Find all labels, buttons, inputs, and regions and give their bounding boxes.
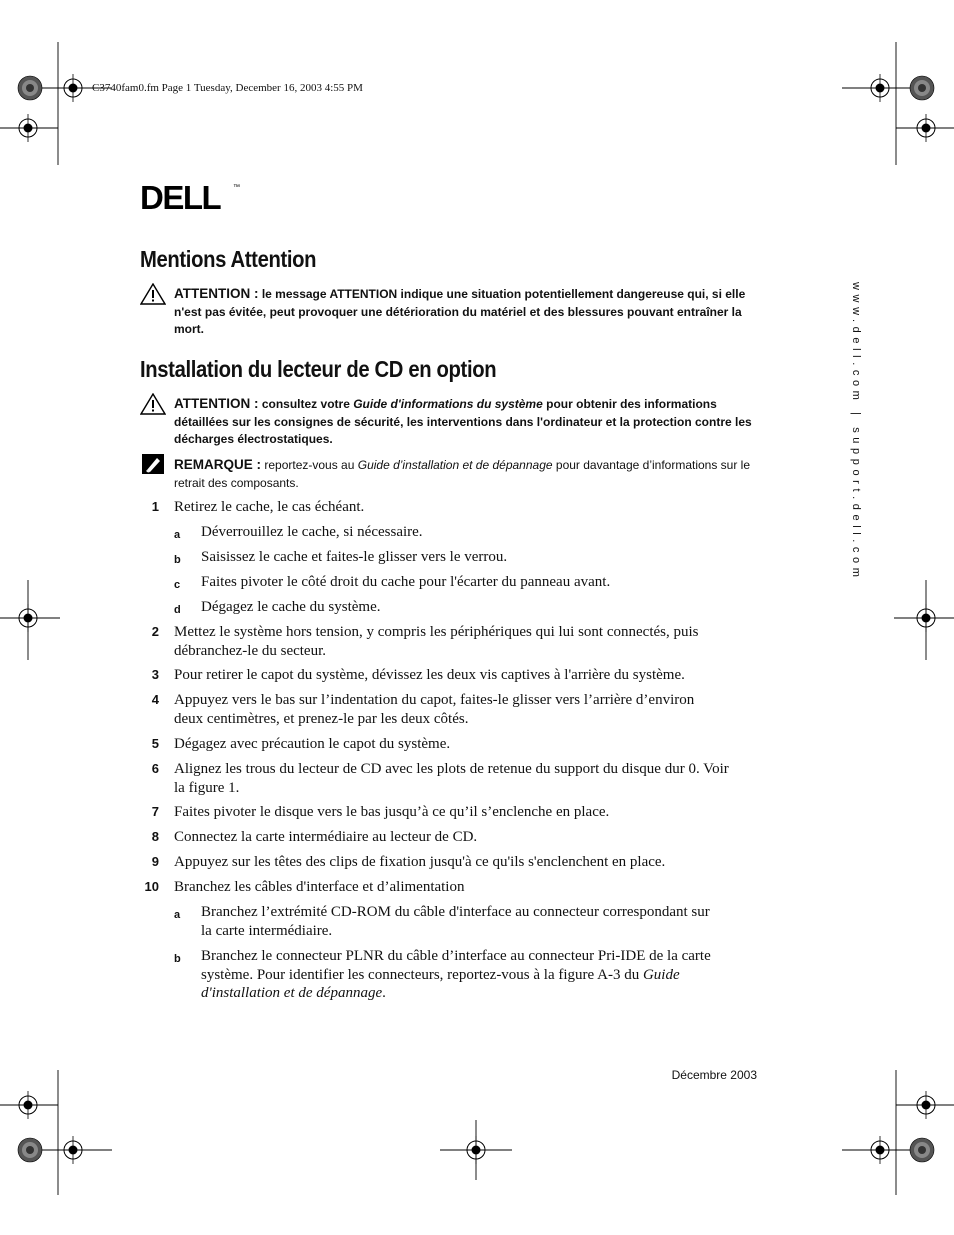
registration-mark-icon [14, 1091, 42, 1119]
note-text: reportez-vous au [264, 458, 355, 472]
note-lead: REMARQUE : [174, 457, 261, 472]
step-number: 1 [151, 499, 159, 514]
step-number: 5 [151, 736, 159, 751]
color-wheel-icon [18, 1138, 42, 1162]
notice-text: le message ATTENTION indique une situation potentiellement dangereuse qui, si elle n'est pas évitée, peut provoquer une détérioration du matériel et des blessures pouvant entraîner la mort. [174, 287, 746, 336]
section-title: Installation du lecteur de CD en option [140, 356, 497, 382]
step-number: 2 [151, 624, 159, 639]
registration-mark-icon [14, 604, 42, 632]
step-number: 10 [144, 879, 159, 894]
sub-text-part: . [382, 985, 386, 1001]
registration-mark-icon [912, 114, 940, 142]
dell-logo [140, 180, 240, 217]
registration-mark-icon [59, 74, 87, 102]
notice-lead: ATTENTION : [174, 396, 259, 411]
step-text: Appuyez vers le bas sur l’indentation du capot, faites-le glisser vers l’arrière d’environ deux centimètres, et prenez-le par les deux côtés. [174, 692, 695, 727]
step-text: Pour retirer le capot du système, dévissez les deux vis captives à l'arrière du système. [174, 667, 685, 683]
remarque-note [174, 456, 754, 492]
step-text: Alignez les trous du lecteur de CD avec les plots de retenue du support du disque dur 0. Voir la figure 1. [174, 761, 729, 796]
sub-text: Saisissez le cache et faites-le glisser vers le verrou. [201, 549, 508, 565]
logo-text: DELL [140, 180, 221, 212]
step-text: Dégagez avec précaution le capot du système. [174, 736, 451, 752]
warning-triangle-icon [140, 283, 166, 305]
registration-mark-icon [866, 74, 894, 102]
note-italic: Guide d’installation et de dépannage [357, 458, 553, 472]
step-text: Appuyez sur les têtes des clips de fixation jusqu'à ce qu'ils s'enclenchent en place. [174, 854, 666, 870]
step-number: 6 [151, 761, 159, 776]
notice-text: consultez votre [261, 397, 350, 411]
notice-text: pour obtenir des informations détaillées sur les consignes de sécurité, les interventions dans l'ordinateur et la protection contre les décharges électrostatiques. [174, 397, 752, 446]
registration-mark-icon [462, 1136, 490, 1164]
sub-text: Faites pivoter le côté droit du cache pour l'écarter du panneau avant. [201, 574, 611, 590]
sub-text: Dégagez le cache du système. [201, 599, 381, 615]
notice-lead: ATTENTION : [174, 286, 259, 301]
step-number: 8 [151, 829, 159, 844]
step-number: 9 [151, 854, 159, 869]
notice-italic: Guide d'informations du système [353, 397, 543, 411]
color-wheel-icon [910, 1138, 934, 1162]
print-header: C3740fam0.fm Page 1 Tuesday, December 16, 2003 4:55 PM [92, 82, 363, 94]
registration-mark-icon [866, 1136, 894, 1164]
note-pencil-icon [142, 454, 164, 474]
sub-letter: c [174, 579, 181, 591]
logo-tm: ™ [233, 184, 240, 191]
color-wheel-icon [18, 76, 42, 100]
sub-text-part: Branchez le connecteur PLNR du câble d’interface au connecteur Pri-IDE de la carte système. Pour identifier les connecteurs, reportez-vous à la figure A-3 du [201, 948, 711, 983]
sub-text: Déverrouillez le cache, si nécessaire. [201, 524, 423, 540]
footer-date: Décembre 2003 [671, 1068, 757, 1082]
sub-letter: b [174, 953, 181, 965]
side-url-text: www.dell.com | support.dell.com [850, 282, 862, 582]
step-number: 3 [151, 667, 159, 682]
registration-mark-icon [14, 114, 42, 142]
registration-mark-icon [59, 1136, 87, 1164]
side-url [822, 282, 902, 582]
sub-letter: a [174, 909, 181, 921]
step-text: Connectez la carte intermédiaire au lecteur de CD. [174, 829, 478, 845]
attention-notice [174, 395, 754, 449]
color-wheel-icon [910, 76, 934, 100]
registration-mark-icon [912, 604, 940, 632]
attention-notice [174, 285, 754, 339]
sub-text: Branchez l’extrémité CD-ROM du câble d'interface au connecteur correspondant sur la carte intermédiaire. [201, 904, 710, 939]
step-text: Branchez les câbles d'interface et d’alimentation [174, 879, 465, 895]
step-text: Retirez le cache, le cas échéant. [174, 499, 365, 515]
sub-letter: d [174, 604, 181, 616]
section-title: Mentions Attention [140, 246, 317, 272]
step-number: 7 [151, 804, 159, 819]
sub-text-italic: Guide d'installation et de dépannage [201, 966, 680, 1001]
sub-letter: b [174, 554, 181, 566]
step-text: Faites pivoter le disque vers le bas jusqu’à ce qu’il s’enclenche en place. [174, 804, 610, 820]
sub-text [201, 947, 741, 1003]
sub-letter: a [174, 529, 181, 541]
registration-mark-icon [912, 1091, 940, 1119]
warning-triangle-icon [140, 393, 166, 415]
note-text: pour davantage d’informations sur le retrait des composants. [174, 458, 751, 490]
step-number: 4 [151, 692, 159, 707]
step-text: Mettez le système hors tension, y compris les périphériques qui lui sont connectés, puis débranchez-le du secteur. [174, 624, 699, 659]
